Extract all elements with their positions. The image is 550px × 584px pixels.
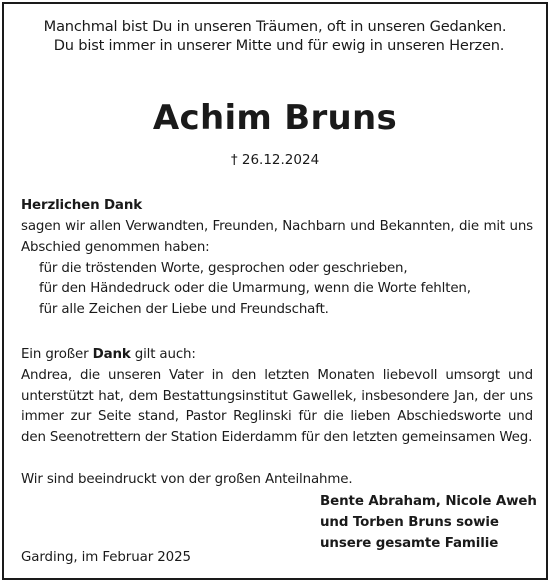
- special-thanks-intro: [21, 345, 533, 366]
- special-thanks-bold: Dank: [92, 347, 131, 362]
- special-thanks-text: Andrea, die unseren Vater in den letzten Monaten liebevoll umsorgt und unterstützt hat, dem Bestattungsinstitut Gawellek, insbesondere Jan, der uns immer zur Seite stand, Pastor Reglinski für die lieben Abschiedsworte und den Seenotrettern der Station Eiderdamm für den letzten gemeinsamen Weg.: [21, 367, 533, 446]
- thanks-item: für die tröstenden Worte, gesprochen oder geschrieben,: [39, 260, 408, 276]
- thanks-item: für den Händedruck oder die Umarmung, wenn die Worte fehlten,: [39, 281, 471, 297]
- motto: [4, 17, 546, 55]
- signer-line: und Torben Bruns sowie: [320, 514, 499, 530]
- special-thanks-suffix: gilt auch:: [130, 347, 196, 362]
- thanks-heading: Herzlichen Dank: [21, 198, 142, 213]
- motto-line-2: Du bist immer in unserer Mitte und für ewig in unseren Herzen.: [53, 37, 505, 54]
- special-thanks-block: [21, 345, 533, 449]
- motto-line-1: Manchmal bist Du in unseren Träumen, oft in unseren Gedanken.: [43, 18, 507, 35]
- thanks-item: für alle Zeichen der Liebe und Freundschaft.: [39, 302, 329, 318]
- death-date: † 26.12.2024: [230, 152, 320, 168]
- special-thanks-prefix: Ein großer: [21, 347, 93, 362]
- signer-line: Bente Abraham, Nicole Aweh: [320, 494, 537, 509]
- signer-line: unsere gesamte Familie: [320, 535, 499, 551]
- closing-text: Wir sind beeindruckt von der großen Anteilnahme.: [21, 472, 353, 487]
- signers: [320, 492, 537, 554]
- thanks-intro: sagen wir allen Verwandten, Freunden, Nachbarn und Bekannten, die mit uns Abschied genommen haben:: [21, 219, 533, 255]
- thanks-block: [21, 217, 533, 321]
- deceased-name: Achim Bruns: [152, 98, 398, 138]
- place-date: Garding, im Februar 2025: [21, 550, 191, 565]
- obituary-card: [2, 2, 548, 580]
